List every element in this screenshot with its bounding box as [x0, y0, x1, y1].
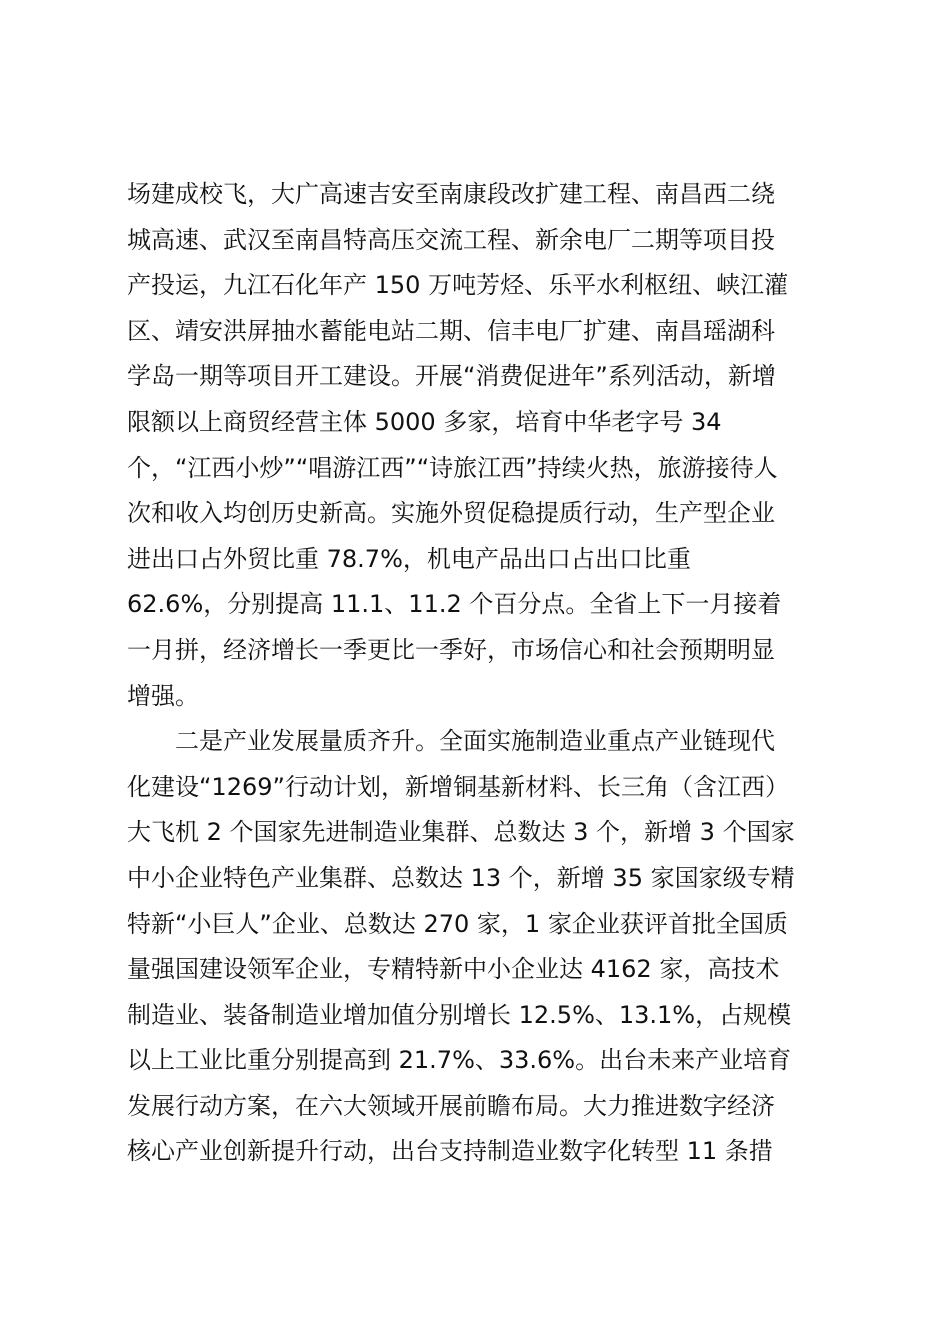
text-line: 一月拼，经济增长一季更比一季好，市场信心和社会预期明显	[127, 635, 775, 664]
text-line: 城高速、武汉至南昌特高压交流工程、新余电厂二期等项目投	[127, 225, 775, 254]
text-line: 62.6%，分别提高 11.1、11.2 个百分点。全省上下一月接着	[127, 590, 782, 619]
text-line: 限额以上商贸经营主体 5000 多家，培育中华老字号 34	[127, 407, 722, 436]
text-line: 增强。	[127, 681, 199, 710]
text-line: 进出口占外贸比重 78.7%，机电产品出口占出口比重	[127, 544, 691, 573]
text-line: 发展行动方案，在六大领域开展前瞻布局。大力推进数字经济	[127, 1091, 775, 1120]
text-line: 化建设“1269”行动计划，新增铜基新材料、长三角（含江西）	[127, 772, 789, 801]
paragraph-start-line: 二是产业发展量质齐升。全面实施制造业重点产业链现代	[175, 727, 775, 756]
text-line: 以上工业比重分别提高到 21.7%、33.6%。出台未来产业培育	[127, 1046, 792, 1075]
text-line: 区、靖安洪屏抽水蓄能电站二期、信丰电厂扩建、南昌瑶湖科	[127, 316, 775, 345]
text-line: 产投运，九江石化年产 150 万吨芳烃、乐平水利枢纽、峡江灌	[127, 271, 789, 300]
text-line: 次和收入均创历史新高。实施外贸促稳提质行动，生产型企业	[127, 499, 775, 528]
text-line: 学岛一期等项目开工建设。开展“消费促进年”系列活动，新增	[127, 362, 776, 391]
text-line: 特新“小巨人”企业、总数达 270 家，1 家企业获评首批全国质	[127, 909, 788, 938]
text-line: 制造业、装备制造业增加值分别增长 12.5%、13.1%，占规模	[127, 1000, 792, 1029]
text-line: 中小企业特色产业集群、总数达 13 个，新增 35 家国家级专精	[127, 863, 795, 892]
text-line: 场建成校飞，大广高速吉安至南康段改扩建工程、南昌西二绕	[127, 180, 775, 208]
text-line: 大飞机 2 个国家先进制造业集群、总数达 3 个，新增 3 个国家	[127, 818, 795, 847]
text-line: 量强国建设领军企业，专精特新中小企业达 4162 家，高技术	[127, 955, 780, 984]
body-text	[127, 172, 837, 1175]
text-line: 个，“江西小炒”“唱游江西”“诗旅江西”持续火热，旅游接待人	[127, 453, 778, 482]
text-line: 核心产业创新提升行动，出台支持制造业数字化转型 11 条措	[127, 1137, 773, 1166]
